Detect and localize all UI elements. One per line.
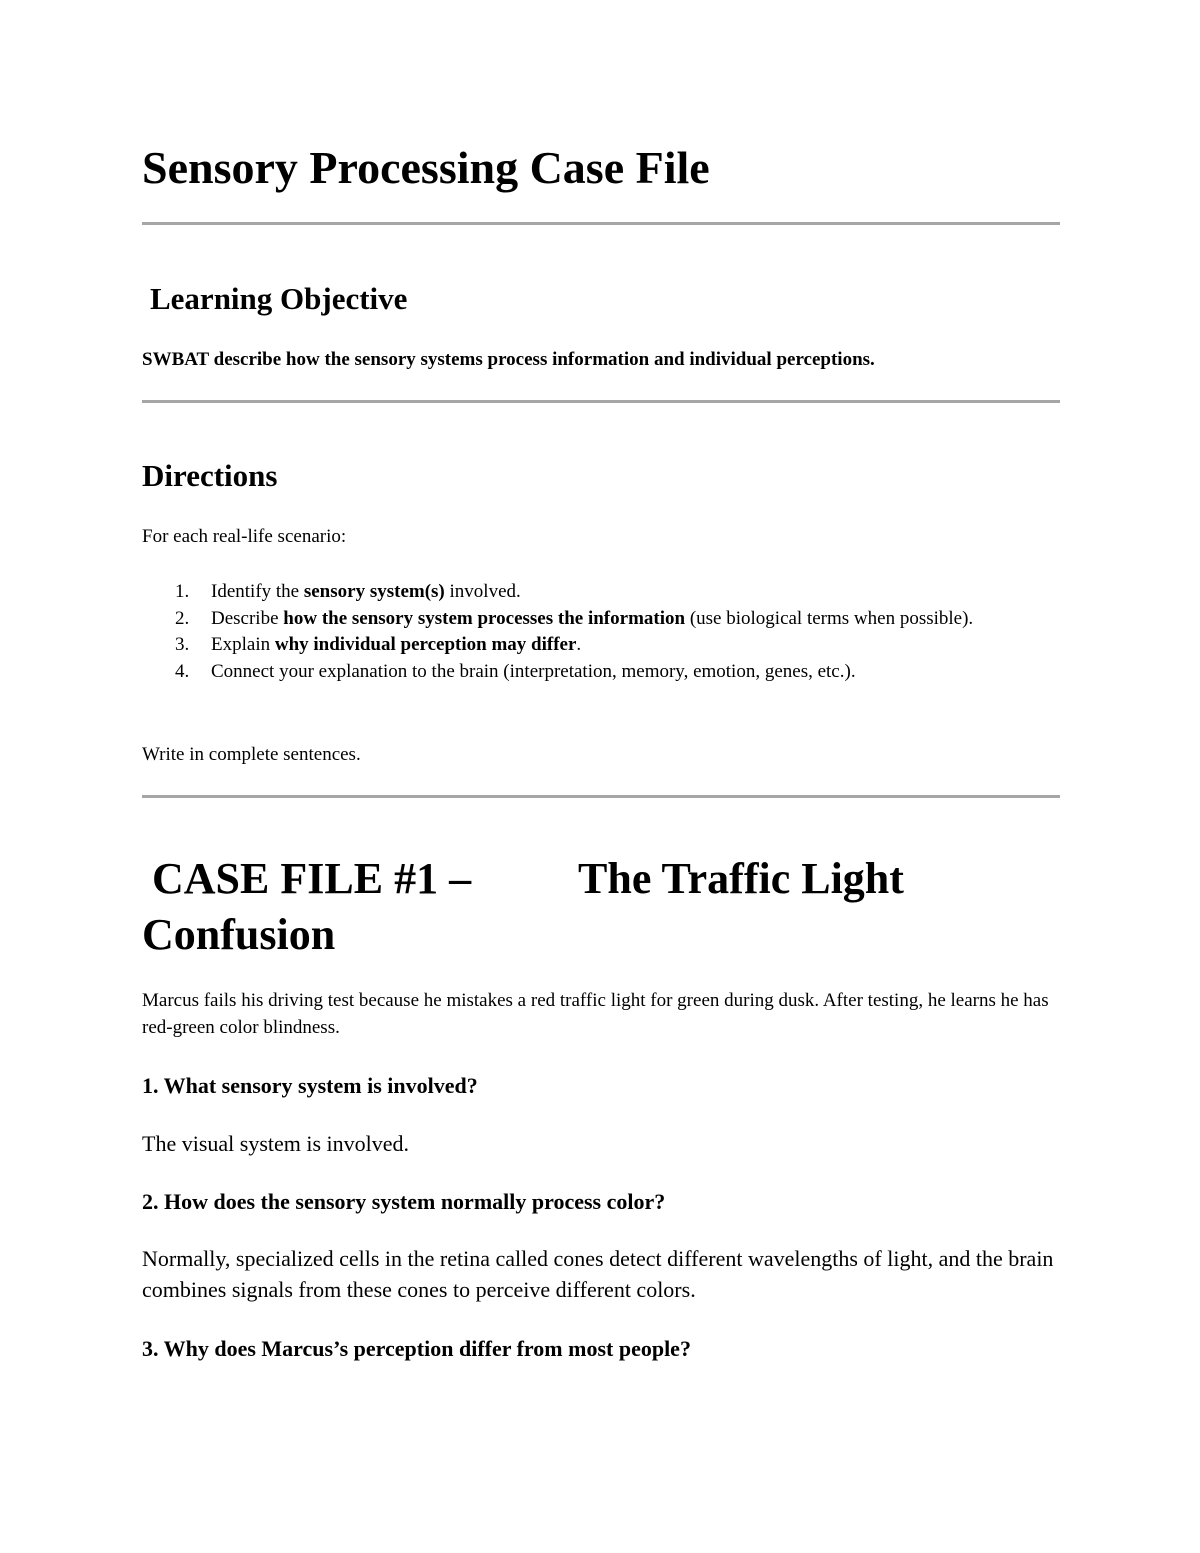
case-scenario: Marcus fails his driving test because he mistakes a red traffic light for green during dusk. After testing, he learns he has red-green color blindness. [142,990,1049,1038]
step-bold-text: how the sensory system processes the information [283,607,686,629]
case-file-number: CASE FILE #1 – [152,854,472,903]
step-text: Describe [211,607,284,629]
list-item [142,579,1042,606]
question-1: 1. What sensory system is involved? [142,1073,478,1098]
page-title: Sensory Processing Case File [142,142,710,193]
divider [142,222,1060,225]
list-item [142,606,1042,633]
step-bold-text: why individual perception may differ [274,634,577,655]
list-item [142,632,1042,659]
answer-1: The visual system is involved. [142,1131,410,1156]
case-file-title [142,851,1060,963]
divider [142,795,1060,798]
question-2: 2. How does the sensory system normally process color? [142,1189,666,1214]
answer-2: Normally, specialized cells in the retina called cones detect different wavelengths of light, and the brain combines signals from these cones to perceive different colors. [142,1246,1054,1302]
list-item [142,659,1042,686]
learning-objective-text: SWBAT describe how the sensory systems process information and individual perceptions. [142,349,875,370]
directions-outro: Write in complete sentences. [142,744,361,765]
step-text: Identify the [211,581,304,602]
case-file-name: The Traffic Light Confusion [142,854,904,959]
directions-list [142,579,1042,685]
directions-intro: For each real-life scenario: [142,526,347,547]
learning-objective-heading: Learning Objective [150,281,408,316]
list-number: 1. [175,581,190,602]
step-text: Explain [211,634,275,655]
directions-heading: Directions [142,458,278,493]
step-bold-text: sensory system(s) [303,581,445,602]
question-3: 3. Why does Marcus’s perception differ from most people? [142,1336,691,1361]
step-text: . [576,634,582,655]
list-number: 3. [175,634,190,655]
step-text: involved. [444,581,521,602]
list-number: 4. [175,660,190,682]
step-text: Connect your explanation to the brain (interpretation, memory, emotion, genes, etc.). [211,660,856,682]
divider [142,400,1060,403]
step-text: (use biological terms when possible). [685,607,974,629]
list-number: 2. [175,607,190,629]
